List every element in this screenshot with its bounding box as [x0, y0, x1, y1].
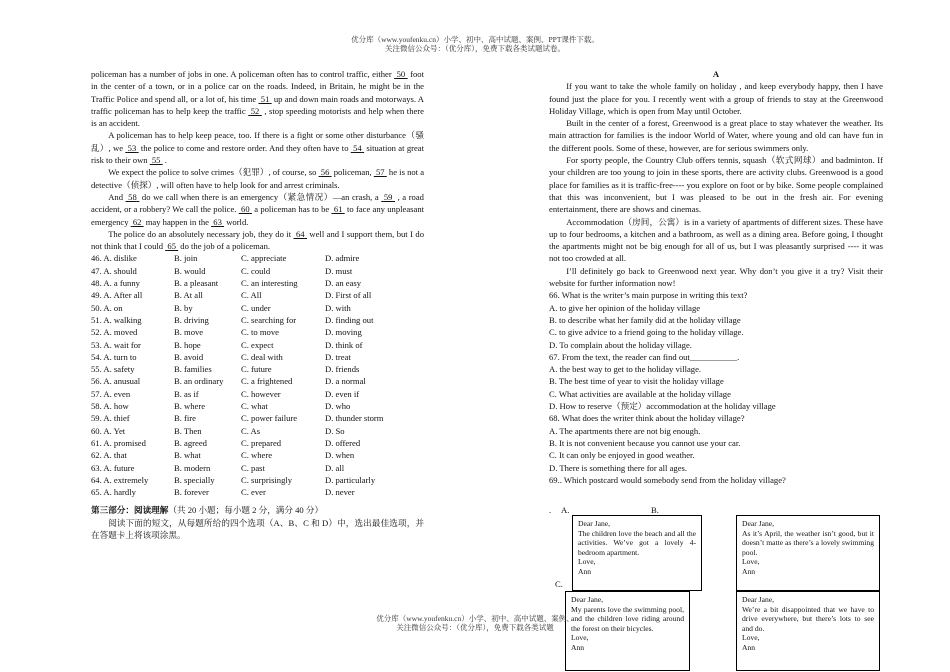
- cloze-option: C. a frightened: [241, 376, 293, 387]
- cloze-option: D. when: [325, 450, 355, 461]
- question-option: B. to describe what her family did at the holiday village: [549, 314, 741, 325]
- postcard-greeting: Dear Jane,: [578, 519, 611, 528]
- cloze-option: B. forever: [174, 487, 209, 498]
- cloze-option: D. an easy: [325, 278, 362, 289]
- cloze-option: 50. A. on: [91, 302, 123, 313]
- postcard-body: As it’s April, the weather isn’t good, but it doesn’t matte as there’s a lovely swimming pool.: [742, 528, 874, 557]
- cloze-option: D. First of all: [325, 290, 372, 301]
- cloze-option: D. treat: [325, 351, 351, 362]
- cloze-option: B. modern: [174, 462, 211, 473]
- cloze-option: B. Then: [174, 425, 202, 436]
- blank-51: 51: [260, 93, 270, 104]
- question-option: C. It can only be enjoyed in good weather.: [549, 450, 695, 461]
- cloze-option: D. moving: [325, 327, 362, 338]
- cloze-paragraph-3: We expect the police to solve crimes（犯罪）, of course, so 56 policeman, 57 he is not a detective（侦探）, will often have to help look for and arrest criminals.: [91, 167, 425, 190]
- blank-61: 61: [333, 204, 343, 215]
- postcard-greeting: Dear Jane,: [571, 595, 604, 604]
- cloze-option: 64. A. extremely: [91, 474, 149, 485]
- postcard-b: [736, 515, 880, 591]
- postcard-greeting: Dear Jane,: [742, 595, 775, 604]
- page-footer-line-2: 关注微信公众号：（优分库），免费下载各类试题: [396, 623, 554, 632]
- cloze-option: D. thunder storm: [325, 413, 384, 424]
- cloze-option: D. a normal: [325, 376, 366, 387]
- cloze-option: C. searching for: [241, 314, 297, 325]
- blank-56: 56: [320, 167, 330, 178]
- passage-paragraph: Accommodation（房间，公寓）is in a variety of apartments of different sizes. These have up to four bedrooms, a kitchen and a bathroom, as well as a dining area. Before going, I thought the apartments might not be big enough for all of us, but I was pleasantly surprised ---- it was not too crowded at all.: [549, 216, 883, 264]
- postcard-closing: Love,: [578, 557, 596, 567]
- cloze-option: B. At all: [174, 290, 203, 301]
- postcard-closing: Love,: [571, 633, 589, 643]
- page-header-line-2: 关注微信公众号：（优分库），免费下载各类试题试卷。: [385, 44, 565, 53]
- cloze-option: B. a pleasant: [174, 278, 219, 289]
- question-stem: 68. What does the writer think about the holiday village?: [549, 413, 745, 424]
- cloze-option: B. join: [174, 253, 198, 264]
- question-option: A. the best way to get to the holiday village.: [549, 364, 702, 375]
- passage-paragraph: I’ll definitely go back to Greenwood next year. Why don’t you give it a try? Visit their website for further information now!: [549, 265, 883, 289]
- cloze-option: C. what: [241, 401, 268, 412]
- postcard-d: [736, 591, 880, 671]
- blank-55: 55: [151, 155, 161, 166]
- question-stem: 66. What is the writer’s main purpose in writing this text?: [549, 290, 748, 301]
- cloze-option: C. deal with: [241, 351, 283, 362]
- cloze-option: 51. A. walking: [91, 314, 142, 325]
- cloze-option: C. could: [241, 265, 271, 276]
- cloze-options-table: [91, 252, 424, 498]
- card-label-lead: .: [549, 505, 552, 515]
- postcard-closing: Love,: [742, 557, 760, 567]
- cloze-option: D. friends: [325, 364, 360, 375]
- cloze-option: C. prepared: [241, 437, 282, 448]
- cloze-option: C. surprisingly: [241, 474, 293, 485]
- cloze-option: D. who: [325, 401, 351, 412]
- blank-59: 59: [383, 191, 393, 202]
- question-option: D. How to reserve（预定）accommodation at the holiday village: [549, 401, 776, 412]
- blank-62: 62: [132, 216, 142, 227]
- cloze-option: 62. A. that: [91, 450, 127, 461]
- left-column: [91, 68, 424, 541]
- cloze-option: 65. A. hardly: [91, 487, 136, 498]
- question-option: D. To complain about the holiday village.: [549, 339, 692, 350]
- cloze-option: B. as if: [174, 388, 199, 399]
- postcard-signature: Ann: [742, 566, 756, 576]
- cloze-option: B. specially: [174, 474, 215, 485]
- cloze-option: C. appreciate: [241, 253, 287, 264]
- cloze-option: C. past: [241, 462, 265, 473]
- blank-50: 50: [396, 69, 406, 79]
- cloze-option: 52. A. moved: [91, 327, 138, 338]
- cloze-option: D. must: [325, 265, 353, 276]
- cloze-option: C. power failure: [241, 413, 298, 424]
- question-option: D. There is something there for all ages.: [549, 462, 688, 473]
- cloze-option: 54. A. turn to: [91, 351, 137, 362]
- postcard-closing: Love,: [742, 633, 760, 643]
- cloze-option: D. all: [325, 462, 345, 473]
- passage-a-questions: [549, 289, 883, 486]
- blank-58: 58: [128, 191, 137, 202]
- cloze-option: D. particularly: [325, 474, 376, 485]
- section-3-heading: 第三部分：阅读理解（共 20 小题；每小题 2 分，满分 40 分）: [91, 505, 324, 516]
- blank-64: 64: [295, 228, 305, 239]
- cloze-option: B. where: [174, 401, 206, 412]
- card-label-a: A.: [561, 505, 570, 515]
- cloze-option: 53. A. wait for: [91, 339, 141, 350]
- cloze-option: B. would: [174, 265, 206, 276]
- question-stem: 69.. Which postcard would somebody send from the holiday village?: [549, 474, 786, 485]
- postcard-body: My parents love the swimming pool, and the children love riding around the forest on their bicycles.: [571, 604, 684, 633]
- cloze-option: B. move: [174, 327, 204, 338]
- cloze-option: D. even if: [325, 388, 360, 399]
- cloze-option: 56. A. anusual: [91, 376, 141, 387]
- passage-a-text: [549, 80, 883, 289]
- cloze-option: 61. A. promised: [91, 437, 146, 448]
- cloze-option: 48. A. a funny: [91, 278, 140, 289]
- cloze-option: 49. A. After all: [91, 290, 143, 301]
- passage-heading: A: [712, 69, 720, 79]
- cloze-option: C. to move: [241, 327, 279, 338]
- cloze-option: B. avoid: [174, 351, 204, 362]
- cloze-paragraph-5: The police do an absolutely necessary job, they do it 64 well and I support them, but I do not think that I could 65 do the job of a policeman.: [91, 228, 424, 252]
- cloze-option: C. where: [241, 450, 273, 461]
- cloze-option: B. an ordinary: [174, 376, 224, 387]
- cloze-option: B. families: [174, 364, 212, 375]
- cloze-option: B. what: [174, 450, 201, 461]
- cloze-option: 63. A. future: [91, 462, 135, 473]
- blank-53: 53: [127, 142, 137, 153]
- blank-65: 65: [167, 241, 176, 252]
- right-column: [549, 68, 883, 486]
- cloze-option: C. future: [241, 364, 272, 375]
- question-option: C. What activities are available at the holiday village: [549, 388, 731, 399]
- cloze-option: B. by: [174, 302, 193, 313]
- cloze-option: 59. A. thief: [91, 413, 130, 424]
- question-option: B. It is not convenient because you cannot use your car.: [549, 437, 741, 448]
- cloze-option: C. however: [241, 388, 281, 399]
- card-label-c: C.: [555, 579, 563, 589]
- postcard-greeting: Dear Jane,: [742, 519, 775, 528]
- cloze-paragraph-4: And 58 do we call when there is an emergency（紧急情况）—an crash, a 59 , a road accident, or a robbery? We call the police. 60 a policeman has to be 61 to face any unpleasant emergency 62 may happen in the 63 world.: [91, 191, 425, 227]
- cloze-option: D. So: [325, 425, 345, 436]
- cloze-option: C. expect: [241, 339, 274, 350]
- page-footer-line-1: 优分库（www.youfenku.cn）小学、初中、高中试题、案例、: [376, 614, 574, 623]
- postcard-body: We’re a bit disappointed that we have to drive everywhere, but there’s lots to see and do.: [742, 604, 874, 633]
- blank-60: 60: [241, 204, 250, 215]
- card-label-b: B.: [651, 505, 659, 515]
- cloze-option: D. never: [325, 487, 355, 498]
- question-option: A. to give her opinion of the holiday village: [549, 302, 701, 313]
- postcard-signature: Ann: [742, 642, 756, 652]
- cloze-option: B. agreed: [174, 437, 207, 448]
- passage-paragraph: Built in the center of a forest, Greenwood is a great place to stay whatever the weather. Its main attraction for families is the indoor World of Water, where young and old can have fun in the different pools. Some of these, however, are for serious swimmers only.: [549, 118, 883, 153]
- blank-54: 54: [353, 142, 362, 153]
- cloze-option: D. offered: [325, 437, 361, 448]
- question-option: C. to give advice to a friend going to the holiday village.: [549, 327, 744, 338]
- cloze-option: 55. A. safety: [91, 364, 135, 375]
- cloze-option: D. with: [325, 302, 351, 313]
- cloze-option: C. an interesting: [241, 278, 298, 289]
- cloze-option: B. hope: [174, 339, 201, 350]
- postcard-a: [572, 515, 702, 591]
- passage-paragraph: For sporty people, the Country Club offers tennis, squash（软式网球）and badminton. If your children are too young to join in these sports, there are activity clubs. Greenwood is a good place for families as it is traffic-free---- you explore on foot or by bike. Some people complained that this was inconvenient, but I was pleased to be out in the fresh air. For evening entertainment, there are shows and cinemas.: [549, 155, 883, 215]
- cloze-option: D. think of: [325, 339, 363, 350]
- section-3-instruction: 阅读下面的短文，从每题所给的四个选项（A、B、C 和 D）中，选出最佳选项，并在答题卡上将该项涂黑。: [91, 517, 424, 540]
- postcard-signature: Ann: [578, 566, 592, 576]
- cloze-option: C. under: [241, 302, 271, 313]
- cloze-option: C. As: [241, 425, 261, 436]
- passage-paragraph: If you want to take the whole family on holiday , and keep everybody happy, then I have found just the place for you. I recently went with a group of friends to stay at the Greenwood Holiday Village, which is open from May until October.: [549, 81, 883, 116]
- question-option: A. The apartments there are not big enough.: [549, 425, 701, 436]
- cloze-option: C. All: [241, 290, 262, 301]
- question-stem: 67. From the text, the reader can find out___________.: [549, 351, 740, 362]
- cloze-option: B. driving: [174, 314, 209, 325]
- cloze-option: D. admire: [325, 253, 360, 264]
- blank-52: 52: [250, 105, 260, 116]
- cloze-paragraph-2: A policeman has to help keep peace, too. If there is a fight or some other disturbance（骚乱）, we 53 the police to come and restore order. And they often have to 54 situation at great risk to their own 55 .: [91, 130, 424, 166]
- question-option: B. The best time of year to visit the holiday village: [549, 376, 724, 387]
- postcard-signature: Ann: [571, 642, 585, 652]
- blank-57: 57: [375, 167, 385, 178]
- blank-63: 63: [213, 216, 222, 227]
- postcard-body: The children love the beach and all the activities. We’ve got a lovely 4-bedroom apartment.: [578, 528, 696, 557]
- page-header-line-1: 优分库（www.youfenku.cn）小学、初中、高中试题、案例、PPT课件下载。: [351, 35, 599, 44]
- cloze-option: 47. A. should: [91, 265, 137, 276]
- cloze-option: 46. A. dislike: [91, 253, 137, 264]
- cloze-option: D. finding out: [325, 314, 374, 325]
- cloze-paragraph-1: policeman has a number of jobs in one. A policeman often has to control traffic, either 50 foot in the center of a town, or in a police car on the roads. Indeed, in Britain, he might be in the Traffic Police and spend all, or a lot of, his time 51 up and down main roads and motorways. A traffic policeman has to help keep the traffic 52 , stop speeding motorists and help when there is an accident.: [91, 69, 425, 129]
- cloze-option: C. ever: [241, 487, 266, 498]
- cloze-option: 60. A. Yet: [91, 425, 126, 436]
- cloze-option: B. fire: [174, 413, 196, 424]
- cloze-option: 57. A. even: [91, 388, 131, 399]
- cloze-option: 58. A. how: [91, 401, 129, 412]
